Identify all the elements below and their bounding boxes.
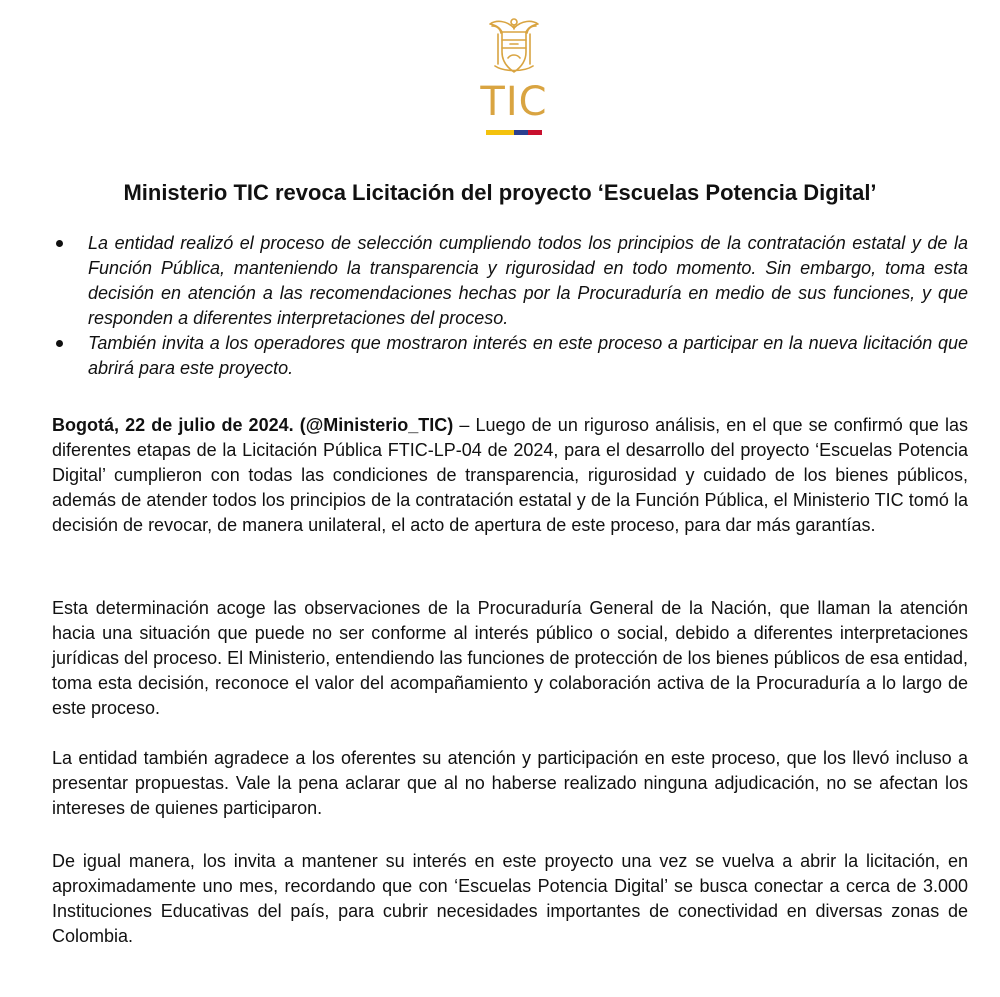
body-paragraph-3: La entidad también agradece a los oferentes su atención y participación en este proceso, que los llevó incluso a presentar propuestas. Vale la pena aclarar que al no haberse realizado ninguna adjudicación, no se afectan los intereses de quienes participaron.: [52, 748, 968, 818]
bullet-text: La entidad realizó el proceso de selección cumpliendo todos los principios de la contratación estatal y de la Función Pública, manteniendo la transparencia y rigurosidad en todo momento. Sin embargo, toma esta decisión en atención a las recomendaciones hechas por la Procuraduría en medio de sus funciones, y que responden a diferentes interpretaciones del proceso.: [88, 233, 968, 328]
colombia-coat-of-arms-icon: [488, 14, 540, 76]
bullet-icon: [56, 340, 63, 347]
flag-stripe: [486, 130, 542, 135]
body-paragraph-1: [52, 413, 968, 538]
paragraph-text: – Luego de un riguroso análisis, en el que se confirmó que las diferentes etapas de la Licitación Pública FTIC-LP-04 de 2024, para el desarrollo del proyecto ‘Escuelas Potencia Digital’ cumplieron con todas las condiciones de transparencia, rigurosidad y cuidado de los bienes públicos, además de atender todos los principios de la contratación estatal y de la Función Pública, el Ministerio TIC tomó la decisión de revocar, de manera unilateral, el acto de apertura de este proceso, para dar más garantías.: [52, 415, 968, 535]
summary-bullets: [52, 231, 968, 381]
bullet-item: [52, 231, 968, 331]
bullet-item: [52, 331, 968, 381]
logo-text: TIC: [480, 79, 548, 125]
body-paragraph-2: Esta determinación acoge las observaciones de la Procuraduría General de la Nación, que llaman la atención hacia una situación que puede no ser conforme al interés público o social, debido a diferentes interpretaciones jurídicas del proceso. El Ministerio, entendiendo las funciones de protección de los bienes públicos de esa entidad, toma esta decisión, reconoce el valor del acompañamiento y colaboración activa de la Procuraduría a lo largo de este proceso.: [52, 598, 968, 718]
bullet-icon: [56, 240, 63, 247]
press-release-title: Ministerio TIC revoca Licitación del proyecto ‘Escuelas Potencia Digital’: [123, 180, 877, 205]
ministry-logo: [474, 14, 554, 135]
dateline: Bogotá, 22 de julio de 2024. (@Ministerio_TIC): [52, 415, 454, 435]
bullet-text: También invita a los operadores que mostraron interés en este proceso a participar en la nueva licitación que abrirá para este proyecto.: [88, 333, 968, 378]
body-paragraph-4: De igual manera, los invita a mantener su interés en este proyecto una vez se vuelva a abrir la licitación, en aproximadamente uno mes, recordando que con ‘Escuelas Potencia Digital’ se busca conectar a cerca de 3.000 Instituciones Educativas del país, para cubrir necesidades importantes de conectividad en diversas zonas de Colombia.: [52, 851, 968, 946]
letterhead: [0, 0, 1000, 150]
